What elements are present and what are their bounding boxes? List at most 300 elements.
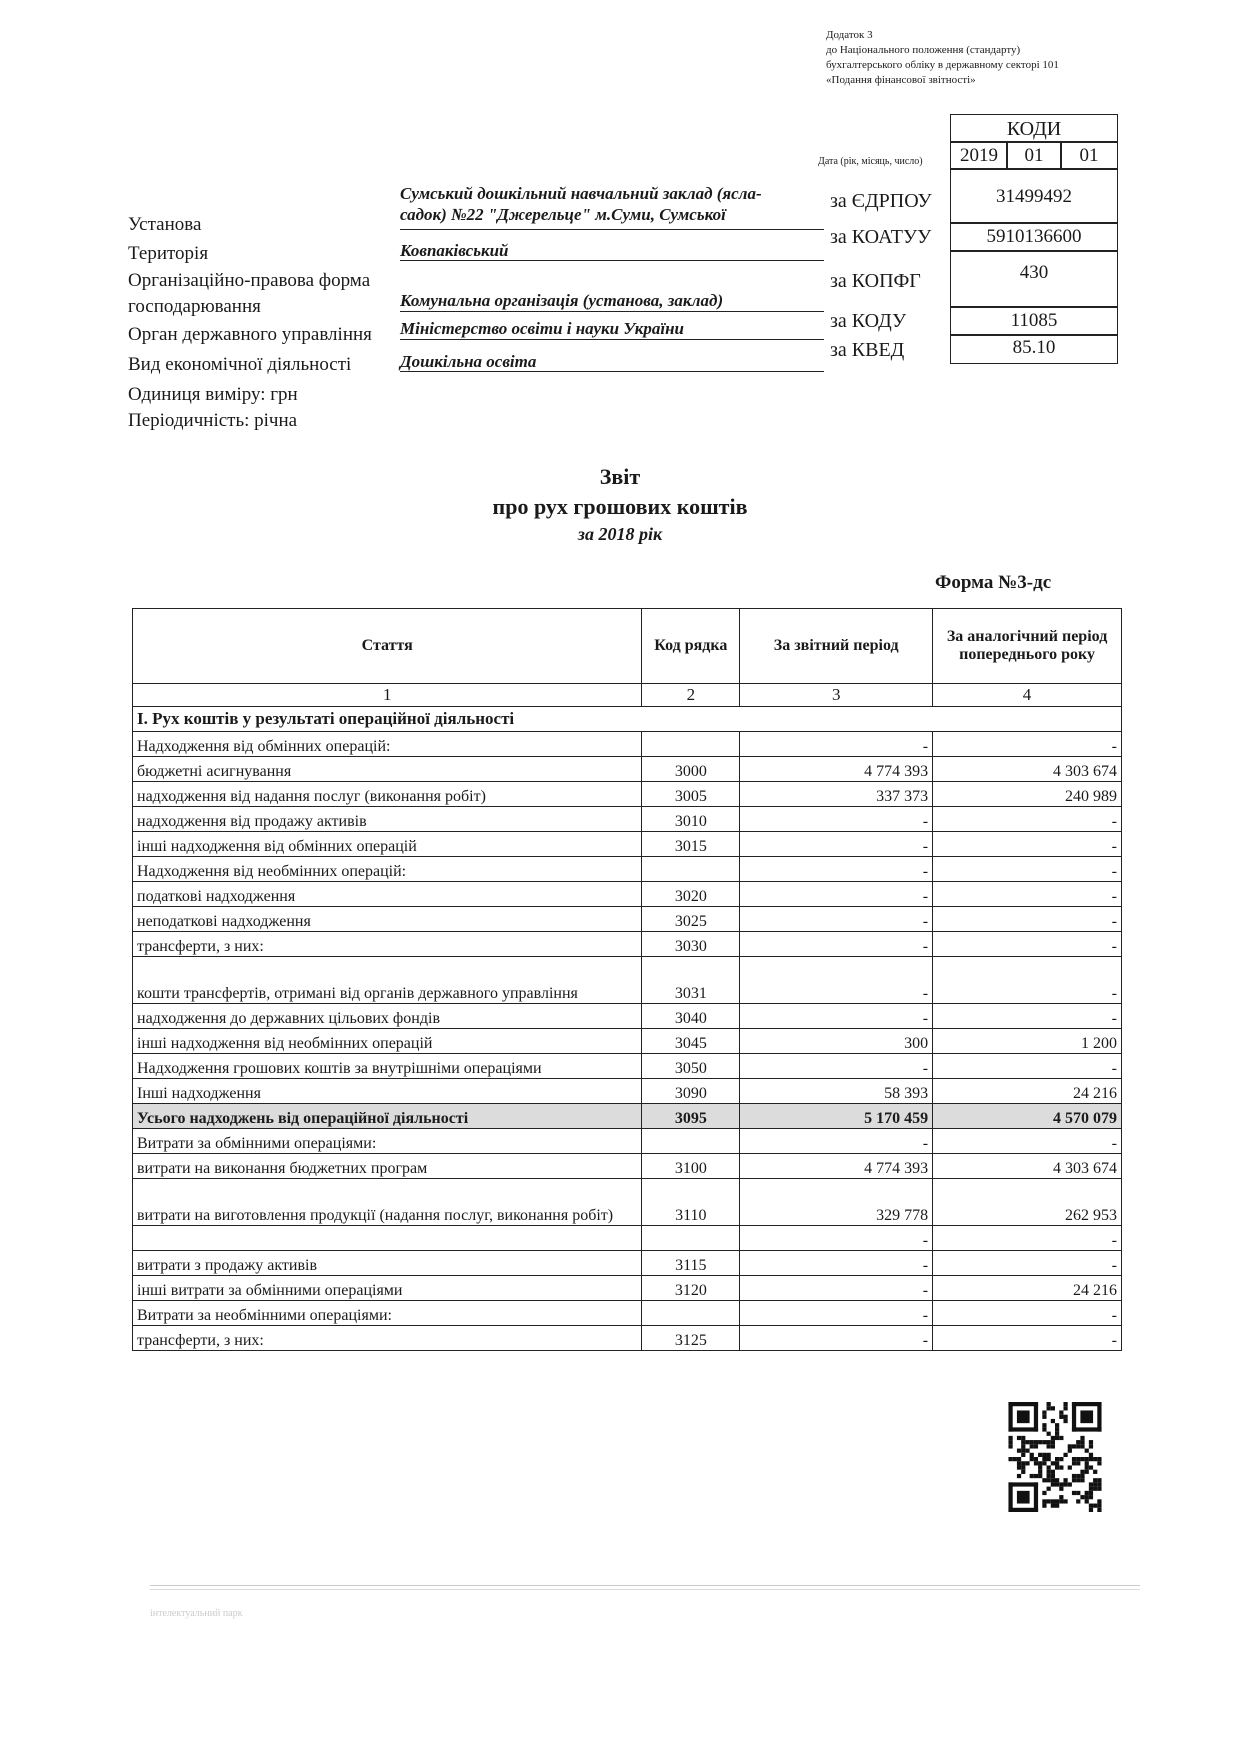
qr-module — [1072, 1478, 1076, 1482]
row-previous: - — [933, 857, 1122, 882]
table-row — [133, 1179, 1122, 1226]
table-row — [133, 882, 1122, 907]
qr-module — [1093, 1478, 1097, 1482]
row-code: 3030 — [642, 932, 740, 957]
row-name — [133, 1226, 642, 1251]
qr-module — [1030, 1444, 1034, 1448]
qr-module — [1047, 1457, 1051, 1461]
activity-label: Вид економічної діяльності — [128, 354, 352, 375]
kved-label: за КВЕД — [830, 339, 905, 361]
institution-underline — [400, 229, 824, 230]
row-previous: 4 303 674 — [933, 1154, 1122, 1179]
header-article: Стаття — [133, 609, 642, 684]
row-current: 300 — [740, 1029, 933, 1054]
qr-module — [1042, 1423, 1046, 1427]
row-name: податкові надходження — [133, 882, 642, 907]
qr-module — [1076, 1440, 1080, 1444]
qr-finder — [1008, 1402, 1012, 1432]
qr-module — [1051, 1478, 1055, 1482]
qr-module — [1080, 1436, 1084, 1440]
qr-module — [1072, 1491, 1076, 1495]
row-previous: - — [933, 1301, 1122, 1326]
qr-module — [1080, 1495, 1084, 1499]
table-row — [133, 757, 1122, 782]
table-row — [133, 1154, 1122, 1179]
qr-module — [1076, 1478, 1080, 1482]
table-row — [133, 1301, 1122, 1326]
qr-module — [1042, 1427, 1046, 1431]
qr-module — [1055, 1465, 1059, 1469]
qr-module — [1089, 1465, 1093, 1469]
row-current: - — [740, 1129, 933, 1154]
table-row — [133, 1276, 1122, 1301]
qr-module — [1097, 1499, 1101, 1503]
row-previous: 1 200 — [933, 1029, 1122, 1054]
row-code — [642, 1226, 740, 1251]
qr-module — [1042, 1491, 1046, 1495]
qr-module — [1068, 1449, 1072, 1453]
qr-module — [1076, 1461, 1080, 1465]
table-row — [133, 1226, 1122, 1251]
qr-module — [1063, 1478, 1067, 1482]
qr-module — [1017, 1457, 1021, 1461]
report-title: Звіт — [599, 464, 641, 489]
qr-module — [1063, 1406, 1067, 1410]
row-previous: - — [933, 1226, 1122, 1251]
institution-value: Сумський дошкільний навчальний заклад (ясла- — [400, 184, 762, 203]
territory-underline — [400, 260, 824, 261]
header-code: Код рядка — [642, 609, 740, 684]
qr-module — [1072, 1461, 1076, 1465]
section-title: I. Рух коштів у результаті операційної діяльності — [133, 707, 1122, 732]
report-subtitle: про рух грошових коштів — [492, 494, 748, 519]
authority-underline — [400, 339, 824, 340]
table-row — [133, 932, 1122, 957]
table-row — [133, 1029, 1122, 1054]
row-previous: - — [933, 932, 1122, 957]
qr-module — [1017, 1449, 1021, 1453]
row-code: 3025 — [642, 907, 740, 932]
annex-line: до Національного положення (стандарту) — [826, 44, 1021, 56]
qr-finder — [1034, 1402, 1038, 1432]
qr-module — [1021, 1461, 1025, 1465]
unit-label: Одиниця виміру: грн — [128, 384, 298, 405]
row-previous: - — [933, 1326, 1122, 1351]
qr-module — [1047, 1478, 1051, 1482]
row-code — [642, 732, 740, 757]
qr-module — [1051, 1440, 1055, 1444]
row-code: 3045 — [642, 1029, 740, 1054]
qr-module — [1047, 1432, 1051, 1436]
row-previous: - — [933, 957, 1122, 1004]
qr-module — [1055, 1436, 1059, 1440]
qr-module — [1059, 1465, 1063, 1469]
qr-module — [1080, 1440, 1084, 1444]
row-previous: - — [933, 732, 1122, 757]
table-row — [133, 1079, 1122, 1104]
qr-finder — [1008, 1482, 1012, 1512]
qr-module — [1059, 1436, 1063, 1440]
qr-module — [1047, 1499, 1051, 1503]
cash-flow-table — [132, 608, 1122, 1351]
qr-finder — [1017, 1410, 1030, 1423]
qr-module — [1047, 1474, 1051, 1478]
qr-module — [1017, 1436, 1021, 1440]
qr-module — [1051, 1436, 1055, 1440]
qr-module — [1097, 1478, 1101, 1482]
row-previous: 24 216 — [933, 1079, 1122, 1104]
column-number-row — [133, 684, 1122, 707]
qr-finder — [1008, 1508, 1038, 1512]
row-current: - — [740, 1251, 933, 1276]
org-form-label-2: господарювання — [128, 296, 261, 317]
annex-note — [826, 28, 1059, 88]
qr-module — [1089, 1508, 1093, 1512]
row-code — [642, 1129, 740, 1154]
row-code: 3120 — [642, 1276, 740, 1301]
qr-finder — [1097, 1402, 1101, 1432]
table-total-row — [133, 1104, 1122, 1129]
qr-module — [1072, 1457, 1076, 1461]
qr-module — [1042, 1457, 1046, 1461]
row-current: - — [740, 1054, 933, 1079]
row-previous: - — [933, 807, 1122, 832]
row-code: 3050 — [642, 1054, 740, 1079]
qr-module — [1059, 1487, 1063, 1491]
kodu-label: за КОДУ — [830, 310, 907, 332]
qr-module — [1059, 1457, 1063, 1461]
qr-module — [1021, 1465, 1025, 1469]
qr-module — [1089, 1453, 1093, 1457]
qr-module — [1042, 1453, 1046, 1457]
qr-finder — [1008, 1482, 1038, 1486]
row-name: інші витрати за обмінними операціями — [133, 1276, 642, 1301]
qr-module — [1076, 1499, 1080, 1503]
qr-module — [1068, 1465, 1072, 1469]
header-previous: За аналогічний період попереднього року — [933, 609, 1122, 684]
row-current: - — [740, 1276, 933, 1301]
row-current: - — [740, 832, 933, 857]
qr-module — [1097, 1461, 1101, 1465]
qr-module — [1063, 1402, 1067, 1406]
qr-module — [1085, 1491, 1089, 1495]
qr-module — [1021, 1449, 1025, 1453]
row-name: бюджетні асигнування — [133, 757, 642, 782]
row-current: 4 774 393 — [740, 1154, 933, 1179]
qr-module — [1025, 1440, 1029, 1444]
row-name: неподаткові надходження — [133, 907, 642, 932]
qr-module — [1047, 1453, 1051, 1457]
qr-module — [1097, 1482, 1101, 1486]
qr-module — [1042, 1504, 1046, 1508]
qr-module — [1008, 1457, 1012, 1461]
row-name: Витрати за необмінними операціями: — [133, 1301, 642, 1326]
qr-module — [1008, 1444, 1012, 1448]
org-form-label: Організаційно-правова форма — [128, 270, 371, 291]
row-name: надходження до державних цільових фондів — [133, 1004, 642, 1029]
qr-module — [1021, 1440, 1025, 1444]
row-name: трансферти, з них: — [133, 1326, 642, 1351]
qr-module — [1097, 1508, 1101, 1512]
qr-module — [1047, 1470, 1051, 1474]
row-name: кошти трансфертів, отримані від органів державного управління — [133, 957, 642, 1004]
qr-module — [1085, 1470, 1089, 1474]
row-current: 337 373 — [740, 782, 933, 807]
qr-module — [1047, 1406, 1051, 1410]
qr-module — [1080, 1457, 1084, 1461]
qr-module — [1059, 1415, 1063, 1419]
edrpou-code: 31499492 — [950, 168, 1118, 224]
row-current: - — [740, 807, 933, 832]
koatuu-label: за КОАТУУ — [830, 226, 932, 248]
qr-module — [1089, 1491, 1093, 1495]
row-previous: 24 216 — [933, 1276, 1122, 1301]
table-row — [133, 807, 1122, 832]
row-current: - — [740, 882, 933, 907]
qr-module — [1042, 1478, 1046, 1482]
row-current: - — [740, 1301, 933, 1326]
qr-module — [1051, 1444, 1055, 1448]
table-row — [133, 832, 1122, 857]
qr-finder — [1017, 1491, 1030, 1504]
qr-module — [1072, 1444, 1076, 1448]
qr-module — [1097, 1457, 1101, 1461]
row-code: 3010 — [642, 807, 740, 832]
row-name: надходження від надання послуг (виконання робіт) — [133, 782, 642, 807]
date-label: Дата (рік, місяць, число) — [818, 156, 923, 167]
row-previous: - — [933, 1054, 1122, 1079]
qr-module — [1068, 1482, 1072, 1486]
qr-module — [1017, 1474, 1021, 1478]
qr-module — [1017, 1461, 1021, 1465]
annex-line: Додаток 3 — [826, 29, 873, 41]
qr-module — [1051, 1482, 1055, 1486]
colnum: 2 — [642, 684, 740, 707]
qr-module — [1051, 1461, 1055, 1465]
date-year: 2019 — [950, 142, 1008, 170]
qr-module — [1093, 1487, 1097, 1491]
qr-module — [1055, 1432, 1059, 1436]
row-previous: - — [933, 907, 1122, 932]
table-row — [133, 857, 1122, 882]
row-current: - — [740, 1004, 933, 1029]
qr-module — [1055, 1457, 1059, 1461]
qr-finder — [1072, 1402, 1102, 1406]
qr-finder — [1072, 1427, 1102, 1431]
codes-header: КОДИ — [950, 114, 1118, 142]
row-name: витрати на виконання бюджетних програм — [133, 1154, 642, 1179]
row-previous: 240 989 — [933, 782, 1122, 807]
row-code: 3110 — [642, 1179, 740, 1226]
row-code: 3115 — [642, 1251, 740, 1276]
activity-underline — [400, 371, 824, 372]
row-code: 3090 — [642, 1079, 740, 1104]
qr-module — [1051, 1470, 1055, 1474]
qr-module — [1076, 1457, 1080, 1461]
qr-module — [1076, 1444, 1080, 1448]
qr-module — [1038, 1465, 1042, 1469]
qr-module — [1080, 1474, 1084, 1478]
org-form-value: Комунальна організація (установа, заклад) — [400, 291, 724, 310]
qr-module — [1047, 1402, 1051, 1406]
qr-module — [1025, 1461, 1029, 1465]
row-code — [642, 857, 740, 882]
qr-module — [1042, 1410, 1046, 1414]
qr-module — [1038, 1470, 1042, 1474]
row-current: 329 778 — [740, 1179, 933, 1226]
qr-module — [1055, 1482, 1059, 1486]
date-month: 01 — [1006, 142, 1062, 170]
row-name: витрати з продажу активів — [133, 1251, 642, 1276]
qr-module — [1030, 1474, 1034, 1478]
qr-module — [1051, 1419, 1055, 1423]
colnum: 3 — [740, 684, 933, 707]
qr-module — [1030, 1457, 1034, 1461]
qr-module — [1025, 1449, 1029, 1453]
form-number: Форма №3-дс — [935, 572, 1052, 593]
row-code: 3095 — [642, 1104, 740, 1129]
qr-module — [1051, 1474, 1055, 1478]
kodu-code: 11085 — [950, 306, 1118, 336]
row-name: трансферти, з них: — [133, 932, 642, 957]
qr-module — [1093, 1504, 1097, 1508]
qr-module — [1085, 1495, 1089, 1499]
qr-module — [1030, 1440, 1034, 1444]
qr-finder — [1008, 1402, 1038, 1406]
qr-module — [1063, 1499, 1067, 1503]
qr-module — [1034, 1461, 1038, 1465]
qr-module — [1017, 1465, 1021, 1469]
qr-module — [1051, 1504, 1055, 1508]
row-current: - — [740, 857, 933, 882]
row-code: 3000 — [642, 757, 740, 782]
row-current: - — [740, 1226, 933, 1251]
qr-finder — [1072, 1402, 1076, 1432]
qr-module — [1034, 1474, 1038, 1478]
colnum: 1 — [133, 684, 642, 707]
qr-finder — [1008, 1427, 1038, 1431]
qr-module — [1008, 1440, 1012, 1444]
qr-module — [1093, 1482, 1097, 1486]
qr-module — [1042, 1461, 1046, 1465]
row-name: Усього надходжень від операційної діяльності — [133, 1104, 642, 1129]
qr-module — [1072, 1474, 1076, 1478]
qr-module — [1034, 1457, 1038, 1461]
qr-module — [1089, 1440, 1093, 1444]
row-previous: - — [933, 882, 1122, 907]
qr-module — [1059, 1482, 1063, 1486]
qr-module — [1047, 1487, 1051, 1491]
footer-text: інтелектуальний парк — [150, 1608, 243, 1619]
row-code: 3125 — [642, 1326, 740, 1351]
colnum: 4 — [933, 684, 1122, 707]
row-name: Надходження грошових коштів за внутрішніми операціями — [133, 1054, 642, 1079]
row-name: витрати на виготовлення продукції (надання послуг, виконання робіт) — [133, 1179, 642, 1226]
activity-value: Дошкільна освіта — [400, 352, 537, 371]
row-current: 58 393 — [740, 1079, 933, 1104]
table-row — [133, 1326, 1122, 1351]
table-row — [133, 1129, 1122, 1154]
table-row — [133, 782, 1122, 807]
qr-module — [1038, 1461, 1042, 1465]
qr-module — [1055, 1427, 1059, 1431]
row-name: Надходження від обмінних операцій: — [133, 732, 642, 757]
table-row — [133, 1251, 1122, 1276]
qr-module — [1042, 1440, 1046, 1444]
qr-module — [1093, 1470, 1097, 1474]
qr-finder — [1080, 1410, 1093, 1423]
footer-divider — [150, 1585, 1140, 1586]
periodicity-label: Періодичність: річна — [128, 410, 298, 431]
row-name: інші надходження від обмінних операцій — [133, 832, 642, 857]
qr-module — [1042, 1499, 1046, 1503]
qr-module — [1080, 1470, 1084, 1474]
row-current: - — [740, 932, 933, 957]
qr-module — [1063, 1419, 1067, 1423]
row-code: 3005 — [642, 782, 740, 807]
org-form-underline — [400, 311, 824, 312]
row-current: 4 774 393 — [740, 757, 933, 782]
row-previous: - — [933, 1251, 1122, 1276]
row-current: - — [740, 907, 933, 932]
row-code: 3100 — [642, 1154, 740, 1179]
row-name: Витрати за обмінними операціями: — [133, 1129, 642, 1154]
qr-module — [1034, 1440, 1038, 1444]
qr-module — [1034, 1444, 1038, 1448]
qr-module — [1047, 1465, 1051, 1469]
qr-module — [1085, 1449, 1089, 1453]
qr-module — [1055, 1504, 1059, 1508]
qr-module — [1021, 1436, 1025, 1440]
row-current: - — [740, 732, 933, 757]
row-code: 3040 — [642, 1004, 740, 1029]
section-row — [133, 707, 1122, 732]
qr-module — [1089, 1504, 1093, 1508]
row-code — [642, 1301, 740, 1326]
qr-module — [1013, 1457, 1017, 1461]
row-previous: 4 570 079 — [933, 1104, 1122, 1129]
qr-module — [1085, 1457, 1089, 1461]
row-code: 3015 — [642, 832, 740, 857]
qr-module — [1055, 1499, 1059, 1503]
qr-module — [1021, 1444, 1025, 1448]
qr-code — [1008, 1402, 1102, 1512]
table-row — [133, 907, 1122, 932]
table-row — [133, 732, 1122, 757]
koatuu-code: 5910136600 — [950, 222, 1118, 252]
qr-module — [1055, 1423, 1059, 1427]
qr-module — [1080, 1478, 1084, 1482]
kopfg-code: 430 — [950, 250, 1118, 308]
qr-module — [1089, 1495, 1093, 1499]
date-day: 01 — [1060, 142, 1118, 170]
qr-module — [1097, 1504, 1101, 1508]
qr-module — [1076, 1491, 1080, 1495]
row-code: 3020 — [642, 882, 740, 907]
table-row — [133, 957, 1122, 1004]
qr-module — [1021, 1470, 1025, 1474]
row-name: надходження від продажу активів — [133, 807, 642, 832]
footer-divider — [150, 1589, 1140, 1590]
edrpou-label: за ЄДРПОУ — [830, 190, 932, 212]
qr-module — [1051, 1499, 1055, 1503]
qr-module — [1085, 1499, 1089, 1503]
authority-value: Міністерство освіти і науки України — [400, 319, 684, 338]
row-current: - — [740, 957, 933, 1004]
qr-module — [1080, 1444, 1084, 1448]
row-previous: 4 303 674 — [933, 757, 1122, 782]
qr-module — [1089, 1444, 1093, 1448]
